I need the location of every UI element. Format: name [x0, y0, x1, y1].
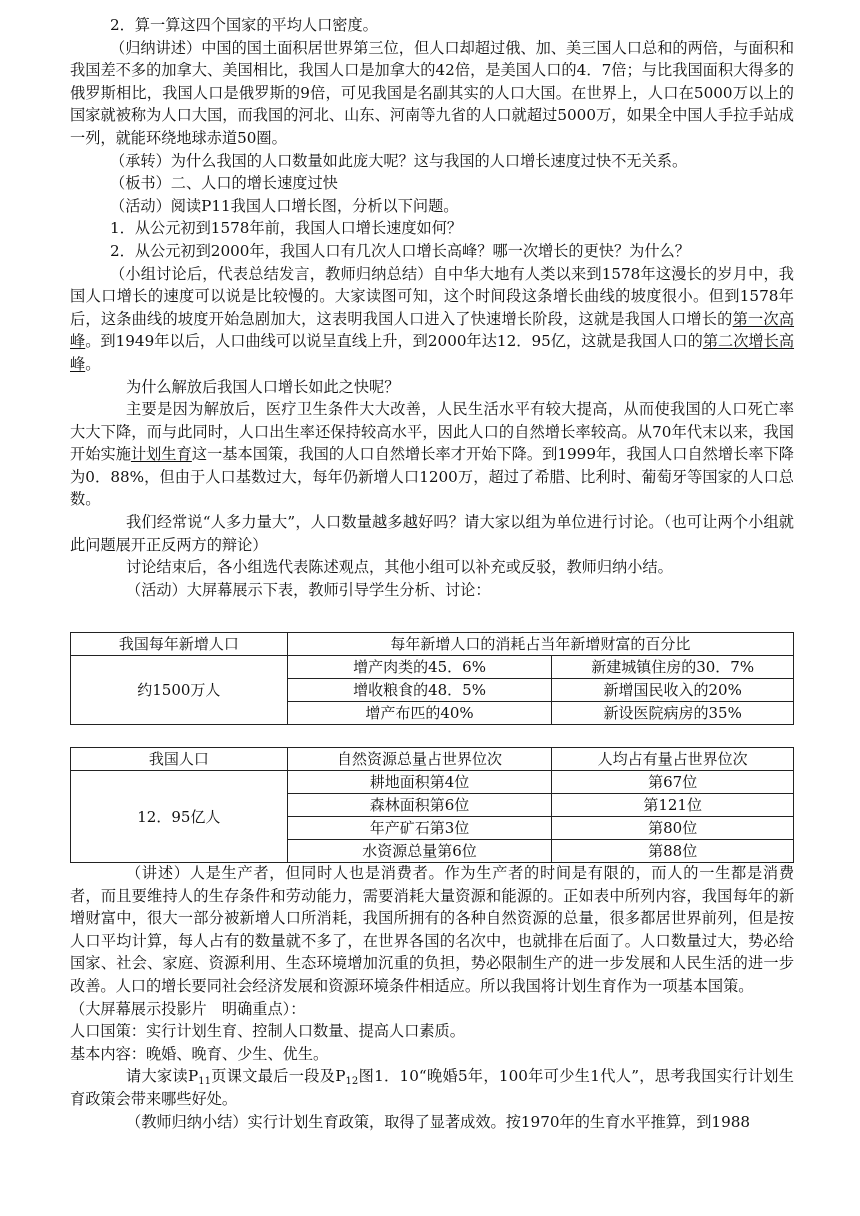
table-cell: 新增国民收入的20%	[552, 679, 794, 702]
table-cell: 增产布匹的40%	[287, 702, 552, 725]
paragraph: （大屏幕展示投影片 明确重点）：	[70, 999, 306, 1018]
summary-paragraph: （教师归纳小结）实行计划生育政策，取得了显著成效。按1970年的生育水平推算，到1988	[126, 1112, 751, 1131]
table-header: 每年新增人口的消耗占当年新增财富的百分比	[287, 633, 793, 656]
table-cell: 增产肉类的45．6%	[287, 656, 552, 679]
resource-table	[70, 747, 794, 863]
table-header: 自然资源总量占世界位次	[287, 748, 552, 771]
paragraph: 基本内容：晚婚、晚育、少生、优生。	[70, 1044, 329, 1063]
paragraph: （活动）大屏幕展示下表，教师引导学生分析、讨论：	[126, 580, 491, 599]
paragraph: 人口国策：实行计划生育、控制人口数量、提高人口素质。	[70, 1022, 465, 1041]
underlined-term: 计划生育	[130, 445, 192, 464]
consumption-table	[70, 632, 794, 725]
table-cell: 增收粮食的48．5%	[287, 679, 552, 702]
paragraph: 讨论结束后，各小组选代表陈述观点，其他小组可以补充或反驳，教师归纳小结。	[126, 558, 673, 577]
underlined-term: 第一次高峰	[70, 309, 795, 351]
table-cell: 森林面积第6位	[287, 794, 552, 817]
paragraph: （承转）为什么我国的人口数量如此庞大呢？这与我国的人口增长速度过快不无关系。	[110, 151, 688, 170]
table-header: 我国人口	[71, 748, 288, 771]
table-cell: 12．95亿人	[71, 771, 288, 863]
table-cell: 新设医院病房的35%	[552, 702, 794, 725]
discussion-paragraph: （小组讨论后，代表总结发言，教师归纳总结）自中华大地有人类以来到1578年这漫长的岁月中，我国人口增长的速度可以说是比较慢的。大家读图可知，这个时间段这条增长曲线的坡度很小。但到1578年后，这条曲线的坡度开始急剧加大，这表明我国人口进入了快速增长阶段，这就是我国人口增长的第一次高峰。到1949年以后，人口曲线可以说呈直线上升，到2000年达12．95亿，这就是我国人口的第二次增长高峰。	[70, 264, 795, 373]
table-cell: 耕地面积第4位	[287, 771, 552, 794]
reading-task-paragraph: 请大家读$P_{11}$页课文最后一段及$P_{12}$图1．10“晚婚5年，100年可少生1代人”，思考我国实行计划生育政策会带来哪些好处。	[70, 1067, 794, 1108]
debate-paragraph: 我们经常说“人多力量大”，人口数量越多越好吗？请大家以组为单位进行讨论。（也可让两个小组就此问题展开正反两方的辩论）	[70, 513, 794, 554]
table-cell: 第80位	[552, 817, 794, 840]
table-header: 人均占有量占世界位次	[552, 748, 794, 771]
paragraph: （活动）阅读P11我国人口增长图，分析以下问题。	[110, 196, 459, 215]
table-cell: 年产矿石第3位	[287, 817, 552, 840]
top-text-block	[70, 14, 794, 601]
paragraph: （板书）二、人口的增长速度过快	[110, 174, 338, 193]
paragraph: 2．从公元初到2000年，我国人口有几次人口增长高峰？哪一次增长的更快？为什么？	[110, 241, 690, 260]
bottom-text-block	[70, 862, 794, 1133]
paragraph: 2．算一算这四个国家的平均人口密度。	[110, 16, 378, 34]
underlined-term: 第二次增长高峰	[70, 332, 795, 373]
table-cell: 第67位	[552, 771, 794, 794]
table-cell: 新建城镇住房的30．7%	[552, 656, 794, 679]
paragraph: 1．从公元初到1578年前，我国人口增长速度如何？	[110, 219, 463, 238]
table-header: 我国每年新增人口	[71, 633, 288, 656]
paragraph: （归纳讲述）中国的国土面积居世界第三位，但人口却超过俄、加、美三国人口总和的两倍，与面积和我国差不多的加拿大、美国相比，我国人口是加拿大的42倍，是美国人口的4．7倍；与比我国面积大得多的俄罗斯相比，我国人口是俄罗斯的9倍，可见我国是名副其实的人口大国。在世界上，人口在5000万以上的国家就被称为人口大国，而我国的河北、山东、河南等九省的人口就超过5000万，如果全中国人手拉手站成一列，就能环绕地球赤道50圈。	[70, 38, 794, 147]
table-cell: 第88位	[552, 840, 794, 863]
table-cell: 水资源总量第6位	[287, 840, 552, 863]
table-cell: 第121位	[552, 794, 794, 817]
question-paragraph: 为什么解放后我国人口增长如此之快呢？	[126, 377, 400, 396]
reason-paragraph: 主要是因为解放后，医疗卫生条件大大改善，人民生活水平有较大提高，从而使我国的人口死亡率大大下降，而与此同时，人口出生率还保持较高水平，因此人口的自然增长率较高。从70年代末以来，我国开始实施计划生育这一基本国策，我国的人口自然增长率才开始下降。到1999年，我国人口自然增长率下降为0．88%，但由于人口基数过大，每年仍新增人口1200万，超过了希腊、比利时、葡萄牙等国家的人口总数。	[70, 400, 794, 509]
table-cell: 约1500万人	[71, 656, 288, 725]
lecture-paragraph: （讲述）人是生产者，但同时人也是消费者。作为生产者的时间是有限的，而人的一生都是消费者，而且要维持人的生存条件和劳动能力，需要消耗大量资源和能源的。正如表中所列内容，我国每年的新增财富中，很大一部分被新增人口所消耗，我国所拥有的各种自然资源的总量，很多都居世界前列，但是按人口平均计算，每人占有的数量就不多了，在世界各国的名次中，也就排在后面了。人口数量过大，势必给国家、社会、家庭、资源利用、生态环境增加沉重的负担，势必限制生产的进一步发展和人民生活的进一步改善。人口的增长要同社会经济发展和资源环境条件相适应。所以我国将计划生育作为一项基本国策。	[70, 864, 794, 995]
